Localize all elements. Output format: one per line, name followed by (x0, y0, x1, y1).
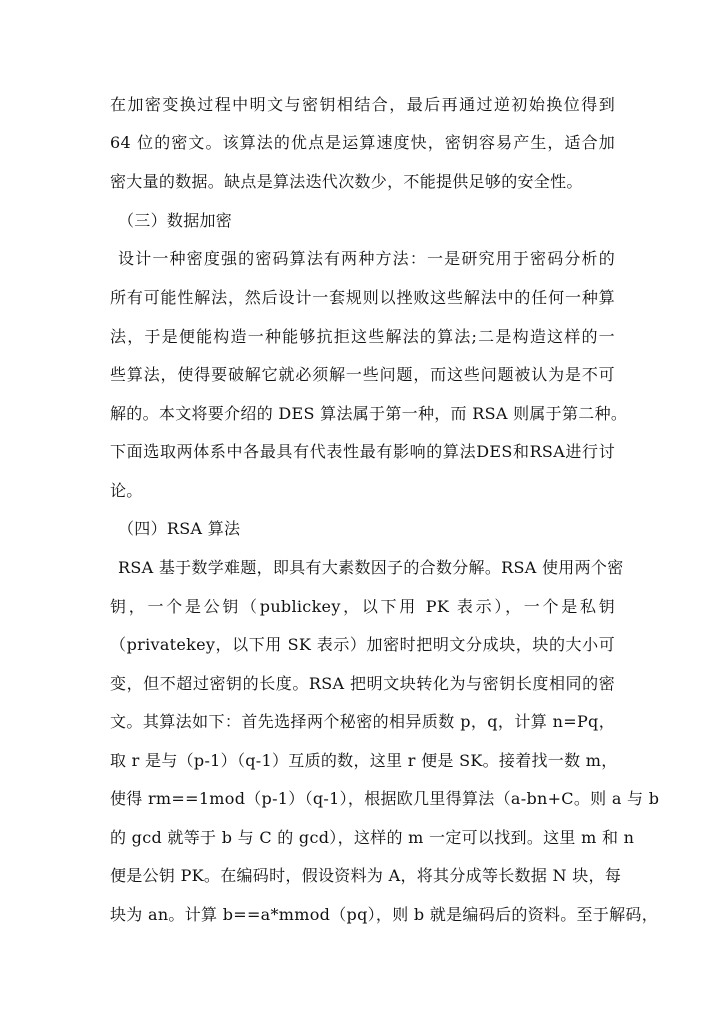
paragraph-line: 些算法，使得要破解它就必须解一些问题，而这些问题被认为是不可 (110, 365, 615, 384)
section-heading-3: （三）数据加密 (118, 211, 233, 230)
paragraph-line: 设计一种密度强的密码算法有两种方法：一是研究用于密码分析的 (118, 249, 615, 268)
paragraph-line: 文。其算法如下：首先选择两个秘密的相异质数 p，q，计算 n=Pq， (110, 712, 615, 731)
paragraph-line: 解的。本文将要介绍的 DES 算法属于第一种，而 RSA 则属于第二种。 (110, 404, 628, 423)
paragraph-line: 的 gcd 就等于 b 与 C 的 gcd），这样的 m 一定可以找到。这里 m 和 n (110, 828, 635, 847)
section-heading-4: （四）RSA 算法 (118, 519, 241, 538)
paragraph-line: 所有可能性解法，然后设计一套规则以挫败这些解法中的任何一种算 (110, 288, 615, 307)
paragraph-line: 块为 an。计算 b==a*mmod（pq），则 b 就是编码后的资料。至于解码， (110, 905, 659, 924)
paragraph-line: 64 位的密文。该算法的优点是运算速度快，密钥容易产生，适合加 (110, 133, 615, 152)
paragraph-line: 钥，一个是公钥（publickey，以下用 PK 表示），一个是私钥 (110, 597, 615, 616)
paragraph-line: 法，于是便能构造一种能够抗拒这些解法的算法;二是构造这样的一 (110, 327, 615, 346)
paragraph-line: 在加密变换过程中明文与密钥相结合，最后再通过逆初始换位得到 (110, 95, 615, 114)
paragraph-line: 下面选取两体系中各最具有代表性最有影响的算法DES和RSA进行讨 (110, 442, 615, 461)
paragraph-line: 论。 (110, 481, 143, 500)
paragraph-line: 使得 rm==1mod（p-1）（q-1），根据欧几里得算法（a-bn+C。则 a 与 b (110, 789, 660, 808)
paragraph-line: （privatekey，以下用 SK 表示）加密时把明文分成块，块的大小可 (110, 635, 615, 654)
paragraph-line: 变，但不超过密钥的长度。RSA 把明文块转化为与密钥长度相同的密 (110, 674, 615, 693)
paragraph-line: RSA 基于数学难题，即具有大素数因子的合数分解。RSA 使用两个密 (118, 558, 624, 577)
paragraph-line: 密大量的数据。缺点是算法迭代次数少，不能提供足够的安全性。 (110, 172, 583, 191)
paragraph-line: 取 r 是与（p-1）（q-1）互质的数，这里 r 便是 SK。接着找一数 m， (110, 751, 618, 770)
paragraph-line: 便是公钥 PK。在编码时，假设资料为 A，将其分成等长数据 N 块，每 (110, 866, 622, 885)
